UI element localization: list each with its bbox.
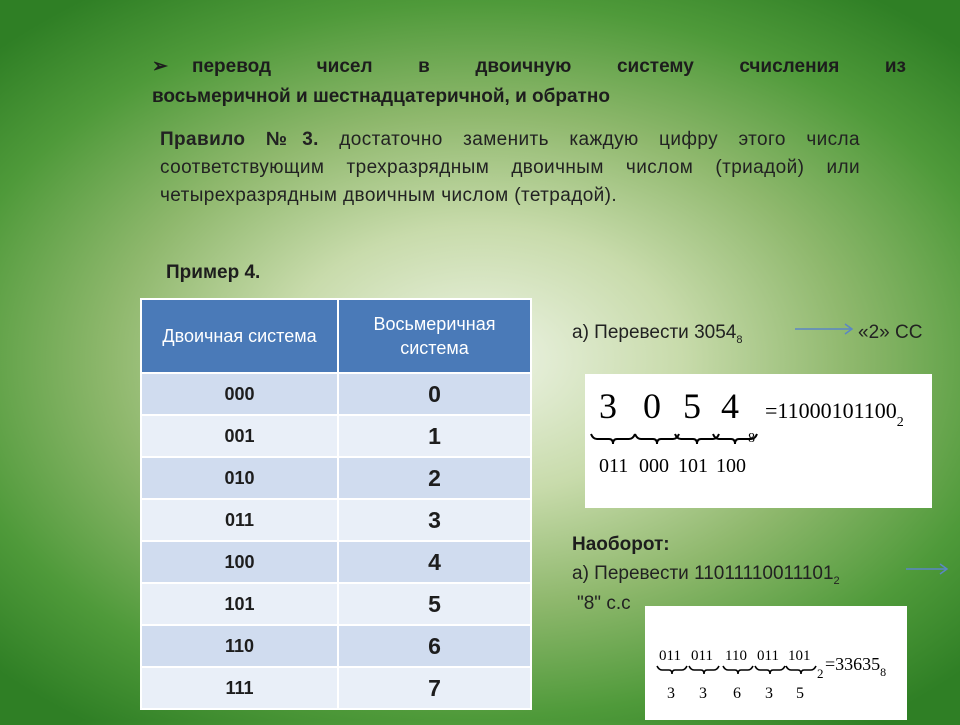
table-row [141, 583, 531, 625]
octal-digit: 3 [699, 685, 707, 702]
octal-cell: 2 [338, 457, 531, 499]
group-brace [723, 666, 753, 674]
triad-brace [591, 434, 635, 444]
octal-digit: 5 [796, 685, 804, 702]
table-row [141, 457, 531, 499]
heading-line-2: восьмеричной и шестнадцатеричной, и обратно [152, 86, 610, 107]
triad-value: 101 [678, 455, 708, 477]
triad-brace [675, 434, 719, 444]
arrow-right-icon [906, 562, 954, 576]
header-octal: Восьмеричная система [338, 299, 531, 373]
header-binary: Двоичная система [141, 299, 338, 373]
group-brace [755, 666, 785, 674]
octal-digit: 3 [765, 685, 773, 702]
rule-text: достаточно заменить каждую цифру этого числа соответствующим трехразрядным двоичным числом (триадой) или четырехразрядным двоичным числом (тетрадой). [160, 129, 860, 206]
arrow-bullet-icon: ➢ [152, 56, 168, 77]
binary-group: 011 [691, 648, 713, 664]
table-row [141, 415, 531, 457]
task-1-target: «2» СС [858, 322, 923, 343]
binary-cell: 011 [141, 499, 338, 541]
binary-group: 101 [788, 648, 811, 664]
slide-heading [152, 52, 906, 112]
arrow-right-icon [795, 322, 857, 336]
task-2-target: "8" с.с [577, 593, 631, 614]
binary-cell: 000 [141, 373, 338, 415]
octal-digit: 5 [683, 386, 701, 426]
octal-cell: 1 [338, 415, 531, 457]
group-brace [657, 666, 687, 674]
octal-cell: 4 [338, 541, 531, 583]
conversion-result: $=11000101100_2$ [765, 398, 904, 430]
table-row [141, 499, 531, 541]
binary-group: 011 [757, 648, 779, 664]
binary-cell: 001 [141, 415, 338, 457]
triad-value: 100 [716, 455, 746, 477]
heading-line-1: ➢ перевод чисел в двоичную систему счисления из [152, 52, 906, 82]
binary-group: 011 [659, 648, 681, 664]
example-label: Пример 4. [166, 262, 261, 283]
task-2-text: а) Перевести $11011110011101_2$ [572, 563, 840, 587]
reverse-label: Наоборот: [572, 534, 670, 555]
triad-brace [635, 434, 679, 444]
octal-digit: 6 [733, 685, 741, 702]
group-conversion-drawing [645, 606, 907, 720]
rule-label: Правило №3. [160, 129, 319, 150]
triad-value: 011 [599, 455, 629, 477]
base-subscript: 8 [748, 431, 755, 446]
triad-conversion-image [585, 374, 932, 508]
binary-cell: 100 [141, 541, 338, 583]
group-brace [786, 666, 816, 674]
octal-cell: 3 [338, 499, 531, 541]
octal-digit: 3 [599, 386, 617, 426]
table-row [141, 541, 531, 583]
table-row [141, 625, 531, 667]
table-row [141, 667, 531, 709]
octal-cell: 5 [338, 583, 531, 625]
conversion-table [140, 298, 532, 710]
triad-value: 000 [639, 455, 669, 477]
binary-group: 110 [725, 648, 747, 664]
binary-cell: 010 [141, 457, 338, 499]
base-subscript: 2 [817, 666, 824, 681]
octal-digit: 0 [643, 386, 661, 426]
octal-cell: 6 [338, 625, 531, 667]
octal-digit: 3 [667, 685, 675, 702]
rule-paragraph [160, 126, 860, 210]
task-1-text: а) Перевести $3054_8$ [572, 322, 743, 346]
octal-cell: 7 [338, 667, 531, 709]
octal-digit: 4 [721, 386, 739, 426]
conversion-result: $=33635_8$ [825, 654, 887, 679]
binary-cell: 101 [141, 583, 338, 625]
octal-cell: 0 [338, 373, 531, 415]
binary-cell: 110 [141, 625, 338, 667]
group-brace [689, 666, 719, 674]
table-row [141, 373, 531, 415]
group-conversion-image [645, 606, 907, 720]
triad-conversion-drawing [585, 374, 932, 508]
binary-cell: 111 [141, 667, 338, 709]
